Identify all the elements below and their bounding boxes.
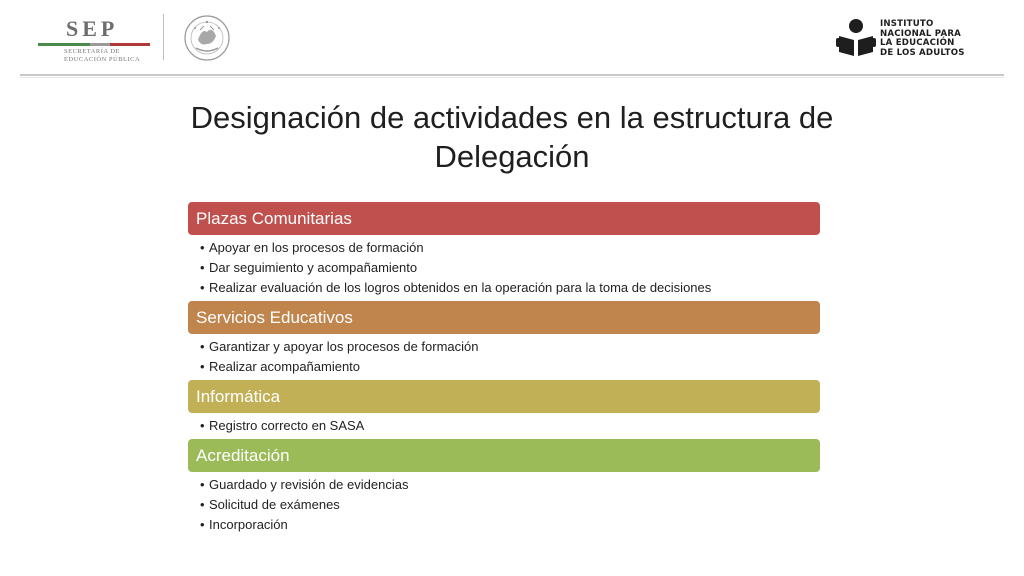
activity-sections [188,202,820,538]
section-bullet-list [188,413,820,439]
mexican-seal-icon [180,14,234,62]
section-bullet-list [188,334,820,380]
sep-logo [38,16,163,64]
bullet-item [200,278,820,298]
bullet-text: Registro correcto en SASA [209,418,365,433]
header-divider-shadow [20,77,1004,78]
bullet-item [200,238,820,258]
section-heading: Informática [188,380,820,413]
inea-logo [836,18,996,60]
bullet-item [200,258,820,278]
sep-logo-bar-red [110,43,150,46]
bullet-text: Realizar evaluación de los logros obtenidos en la operación para la toma de decisiones [209,280,712,295]
bullet-text: Garantizar y apoyar los procesos de formación [209,339,479,354]
section-bullet-list [188,235,820,301]
bullet-text: Apoyar en los procesos de formación [209,240,424,255]
sep-logo-bar-green [38,43,90,46]
slide-header [0,0,1024,78]
inea-reader-icon [836,18,876,58]
bullet-item [200,357,820,377]
bullet-text: Incorporación [209,517,288,532]
bullet-item [200,515,820,535]
bullet-item [200,495,820,515]
bullet-item [200,475,820,495]
slide-title: Designación de actividades en la estructura de Delegación [190,100,834,174]
bullet-text: Dar seguimiento y acompañamiento [209,260,418,275]
section-bullet-list [188,472,820,538]
bullet-text: Realizar acompañamiento [209,359,361,374]
section-heading: Acreditación [188,439,820,472]
sep-logo-bar-gray [90,43,110,46]
sep-logo-word: SEP [66,16,119,41]
section-heading: Servicios Educativos [188,301,820,334]
logo-divider [163,14,164,60]
bullet-text: Solicitud de exámenes [209,497,340,512]
inea-logo-text: INSTITUTO NACIONAL PARA LA EDUCACIÓN DE LOS ADULTOS [880,19,965,58]
bullet-item [200,416,820,436]
header-divider [20,74,1004,76]
sep-logo-subtitle: SECRETARÍA DE EDUCACIÓN PÚBLICA [64,48,141,63]
section-heading: Plazas Comunitarias [188,202,820,235]
bullet-item [200,337,820,357]
bullet-text: Guardado y revisión de evidencias [209,477,409,492]
